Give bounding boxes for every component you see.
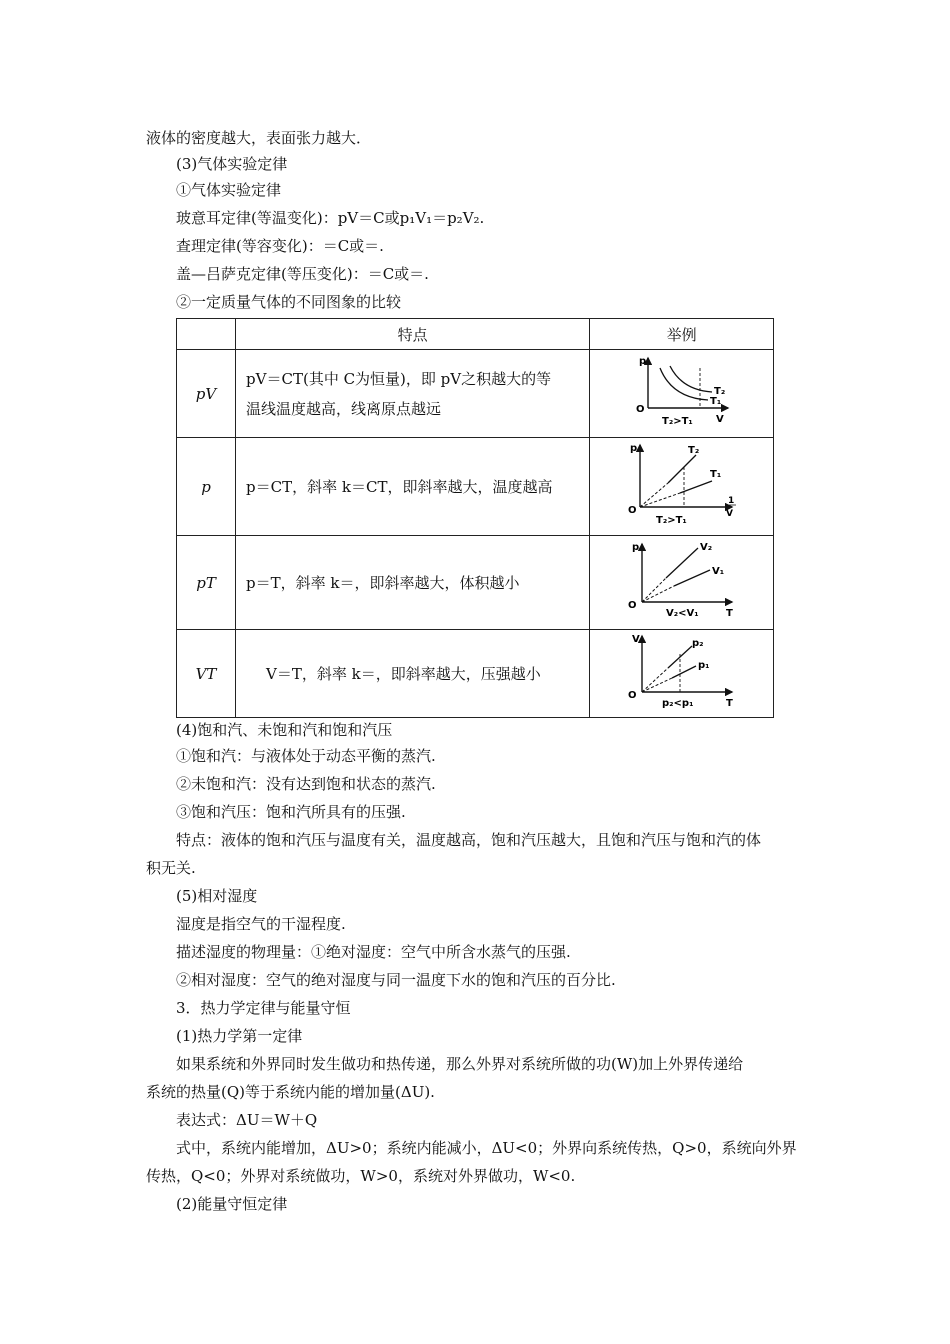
paragraph: 描述湿度的物理量：①绝对湿度：空气中所含水蒸气的压强. bbox=[176, 943, 571, 961]
paragraph: ①饱和汽：与液体处于动态平衡的蒸汽. bbox=[176, 747, 436, 765]
row-label: pV bbox=[177, 350, 236, 438]
paragraph: 湿度是指空气的干湿程度. bbox=[176, 915, 346, 933]
row-example bbox=[590, 536, 774, 630]
line-label-p2: p₂ bbox=[691, 637, 704, 649]
curve-label-t1: T₁ bbox=[709, 395, 721, 407]
x-axis-label-numerator: 1 bbox=[727, 495, 734, 506]
origin-label: O bbox=[627, 599, 637, 611]
paragraph: 式中，系统内能增加，ΔU>0；系统内能减小，ΔU<0；外界向系统传热，Q>0，系统向外界 bbox=[176, 1139, 797, 1157]
table-row bbox=[177, 350, 774, 438]
table-row bbox=[177, 630, 774, 718]
paragraph: ②未饱和汽：没有达到饱和状态的蒸汽. bbox=[176, 775, 436, 793]
feature-line: p＝CT，斜率 k＝CT，即斜率越大，温度越高 bbox=[246, 477, 553, 496]
row-feature bbox=[236, 438, 590, 536]
x-axis-label: T bbox=[725, 697, 733, 709]
section-heading: (5)相对湿度 bbox=[176, 887, 258, 905]
table-row bbox=[177, 536, 774, 630]
paragraph: ②相对湿度：空气的绝对湿度与同一温度下水的饱和汽压的百分比. bbox=[176, 971, 616, 989]
row-example bbox=[590, 350, 774, 438]
gas-graph-comparison-table bbox=[176, 318, 774, 718]
graph-condition: T₂>T₁ bbox=[655, 514, 687, 526]
subsection-heading: ①气体实验定律 bbox=[176, 181, 282, 199]
isotherm-pv-graph bbox=[632, 354, 732, 430]
origin-label: O bbox=[627, 504, 637, 516]
y-axis-label: p bbox=[631, 541, 639, 553]
x-axis-label-denominator: V bbox=[725, 508, 733, 519]
paragraph: 液体的密度越大，表面张力越大． bbox=[146, 129, 372, 147]
paragraph: 如果系统和外界同时发生做功和热传递，那么外界对系统所做的功(W)加上外界传递给 bbox=[176, 1055, 744, 1073]
gay-lussac-law-line: 盖—吕萨克定律(等压变化)：＝C或＝. bbox=[176, 265, 429, 283]
row-label: pT bbox=[177, 536, 236, 630]
y-axis-label: p bbox=[638, 355, 646, 367]
graph-condition: p₂<p₁ bbox=[661, 697, 694, 709]
formula-line: 表达式：ΔU＝W＋Q bbox=[176, 1111, 318, 1129]
paragraph: 特点：液体的饱和汽压与温度有关，温度越高，饱和汽压越大，且饱和汽压与饱和汽的体 bbox=[176, 831, 762, 849]
line-label-v1: V₁ bbox=[711, 565, 724, 577]
row-feature bbox=[236, 536, 590, 630]
line-label-p1: p₁ bbox=[697, 659, 710, 671]
section-heading: 3．热力学定律与能量守恒 bbox=[176, 999, 351, 1017]
row-label: p bbox=[177, 438, 236, 536]
row-feature bbox=[236, 350, 590, 438]
paragraph: ③饱和汽压：饱和汽所具有的压强. bbox=[176, 803, 406, 821]
subsection-heading: (1)热力学第一定律 bbox=[176, 1027, 303, 1045]
table-header-empty bbox=[177, 319, 236, 350]
x-axis-label: T bbox=[725, 607, 733, 619]
isochore-pT-graph bbox=[622, 540, 742, 622]
y-axis-label: p bbox=[629, 442, 637, 454]
table-header-row bbox=[177, 319, 774, 350]
boyle-law-line: 玻意耳定律(等温变化)：pV＝C或p₁V₁＝p₂V₂. bbox=[176, 209, 485, 227]
table-header-feature: 特点 bbox=[236, 319, 590, 350]
paragraph: 积无关. bbox=[146, 859, 196, 877]
feature-line: V＝T，斜率 k＝，即斜率越大，压强越小 bbox=[266, 664, 541, 683]
graph-condition: V₂<V₁ bbox=[665, 607, 699, 619]
graph-condition: T₂>T₁ bbox=[661, 415, 693, 427]
section-heading: (3)气体实验定律 bbox=[176, 155, 288, 173]
subsection-heading: (2)能量守恒定律 bbox=[176, 1195, 288, 1213]
x-axis-label: V bbox=[715, 413, 724, 425]
origin-label: O bbox=[627, 689, 637, 701]
origin-label: O bbox=[635, 403, 645, 415]
section-heading: (4)饱和汽、未饱和汽和饱和汽压 bbox=[176, 721, 393, 739]
feature-line: 温线温度越高，线离原点越远 bbox=[246, 399, 442, 418]
row-feature bbox=[236, 630, 590, 718]
curve-label-t2: T₂ bbox=[713, 385, 725, 397]
table-row bbox=[177, 438, 774, 536]
table-header-example: 举例 bbox=[590, 319, 774, 350]
line-label-t2: T₂ bbox=[687, 444, 699, 456]
feature-line: p＝T，斜率 k＝，即斜率越大，体积越小 bbox=[246, 573, 520, 592]
charles-law-line: 查理定律(等容变化)：＝C或＝. bbox=[176, 237, 384, 255]
y-axis-label: V bbox=[631, 633, 640, 645]
row-example bbox=[590, 438, 774, 536]
isotherm-p-invV-graph bbox=[622, 441, 742, 529]
row-label: VT bbox=[177, 630, 236, 718]
line-label-v2: V₂ bbox=[699, 541, 712, 553]
row-example bbox=[590, 630, 774, 718]
line-label-t1: T₁ bbox=[709, 468, 721, 480]
paragraph: 系统的热量(Q)等于系统内能的增加量(ΔU). bbox=[146, 1083, 435, 1101]
subsection-heading: ②一定质量气体的不同图象的比较 bbox=[176, 293, 402, 311]
paragraph: 传热，Q<0；外界对系统做功，W>0，系统对外界做功，W<0. bbox=[146, 1167, 576, 1185]
isobar-VT-graph bbox=[622, 632, 742, 712]
feature-line: pV＝CT(其中 C为恒量)，即 pV之积越大的等 bbox=[246, 369, 552, 388]
